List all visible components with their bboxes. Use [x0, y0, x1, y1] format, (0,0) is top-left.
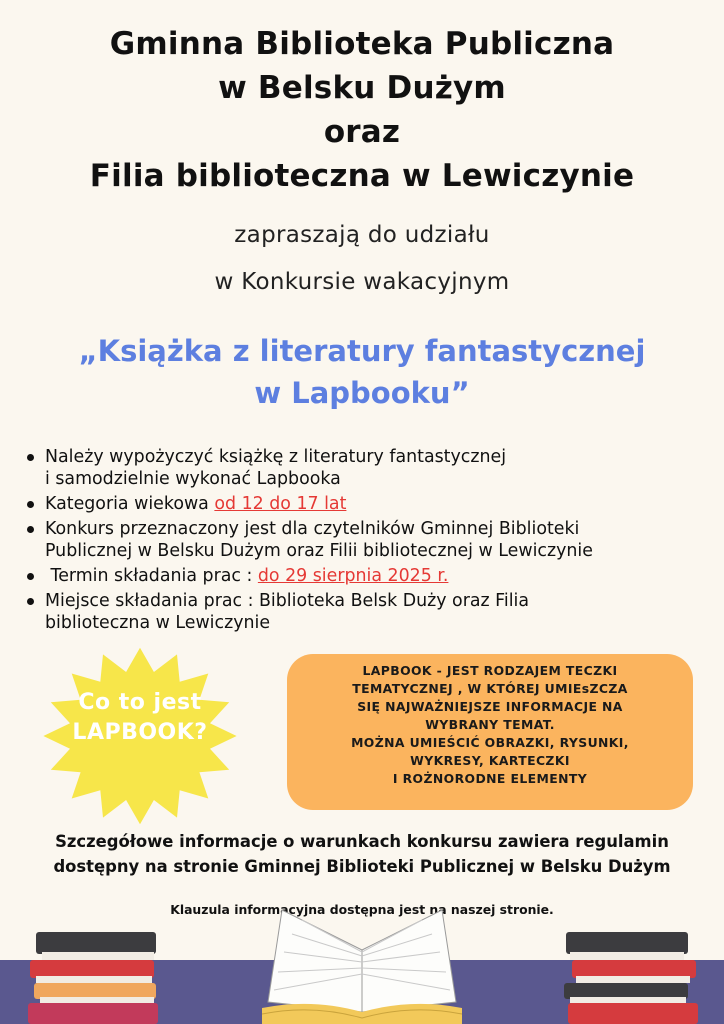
invite-line-2: w Konkursie wakacyjnym — [214, 269, 510, 295]
title-line-1: Gminna Biblioteka Publiczna — [109, 26, 615, 62]
starburst-label — [40, 688, 240, 748]
open-book-icon — [262, 906, 462, 1024]
contest-title — [0, 330, 724, 414]
rule-item-deadline — [24, 565, 714, 587]
info-line-4: WYBRANY TEMAT. — [425, 717, 555, 732]
privacy-clause: Klauzula informacyjna dostępna jest na naszej stronie. — [170, 902, 554, 917]
info-line-6: WYKRESY, KARTECZKI — [410, 753, 570, 768]
contest-title-line-2: w Lapbooku” — [254, 376, 470, 410]
info-line-5: MOŻNA UMIEŚCIĆ OBRAZKI, RYSUNKI, — [351, 735, 629, 750]
book-stack-icon — [556, 924, 716, 1024]
rule-deadline-date: do 29 sierpnia 2025 r. — [257, 566, 449, 586]
lapbook-info-text — [287, 662, 693, 788]
rule-item-age — [24, 493, 714, 515]
info-line-1: LAPBOOK - JEST RODZAJEM TECZKI — [362, 663, 618, 678]
rule-borrow-line-2: i samodzielnie wykonać Lapbooka — [45, 469, 341, 489]
info-line-7: I ROŻNORODNE ELEMENTY — [392, 771, 588, 786]
rule-audience-line-1: Konkurs przeznaczony jest dla czytelników Gminnej Biblioteki — [45, 519, 580, 539]
contest-title-line-1: „Książka z literatury fantastycznej — [78, 334, 646, 368]
details-line-2: dostępny na stronie Gminnej Biblioteki Publicznej w Belsku Dużym — [53, 857, 671, 876]
rule-item-audience — [24, 518, 714, 562]
rule-age-label: Kategoria wiekowa — [45, 494, 215, 514]
rules-list — [24, 446, 714, 637]
rule-place-line-1: Miejsce składania prac : Biblioteka Belsk Duży oraz Filia — [45, 591, 530, 611]
details-line-1: Szczegółowe informacje o warunkach konkursu zawiera regulamin — [55, 832, 669, 851]
info-line-3: SIĘ NAJWAŻNIEJSZE INFORMACJE NA — [357, 699, 623, 714]
rule-item-place — [24, 590, 714, 634]
info-line-2: TEMATYCZNEJ , W KTÓREJ UMIEsZCZA — [352, 681, 628, 696]
invite-line-1: zapraszają do udziału — [234, 222, 490, 248]
library-title — [0, 22, 724, 198]
rule-age-range: od 12 do 17 lat — [214, 494, 347, 514]
title-line-4: Filia biblioteczna w Lewiczynie — [89, 158, 635, 194]
starburst-line-2: LAPBOOK? — [72, 720, 208, 745]
rule-audience-line-2: Publicznej w Belsku Dużym oraz Filii bibliotecznej w Lewiczynie — [45, 541, 593, 561]
title-line-3: oraz — [323, 114, 401, 150]
rule-place-line-2: biblioteczna w Lewiczynie — [45, 613, 271, 633]
book-stack-icon — [22, 924, 182, 1024]
rule-item-borrow — [24, 446, 714, 490]
starburst-line-1: Co to jest — [78, 690, 202, 715]
rule-borrow-line-1: Należy wypożyczyć książkę z literatury fantastycznej — [45, 447, 507, 467]
title-line-2: w Belsku Dużym — [218, 70, 506, 106]
details-text — [0, 829, 724, 879]
rule-deadline-label: Termin składania prac : — [45, 566, 258, 586]
